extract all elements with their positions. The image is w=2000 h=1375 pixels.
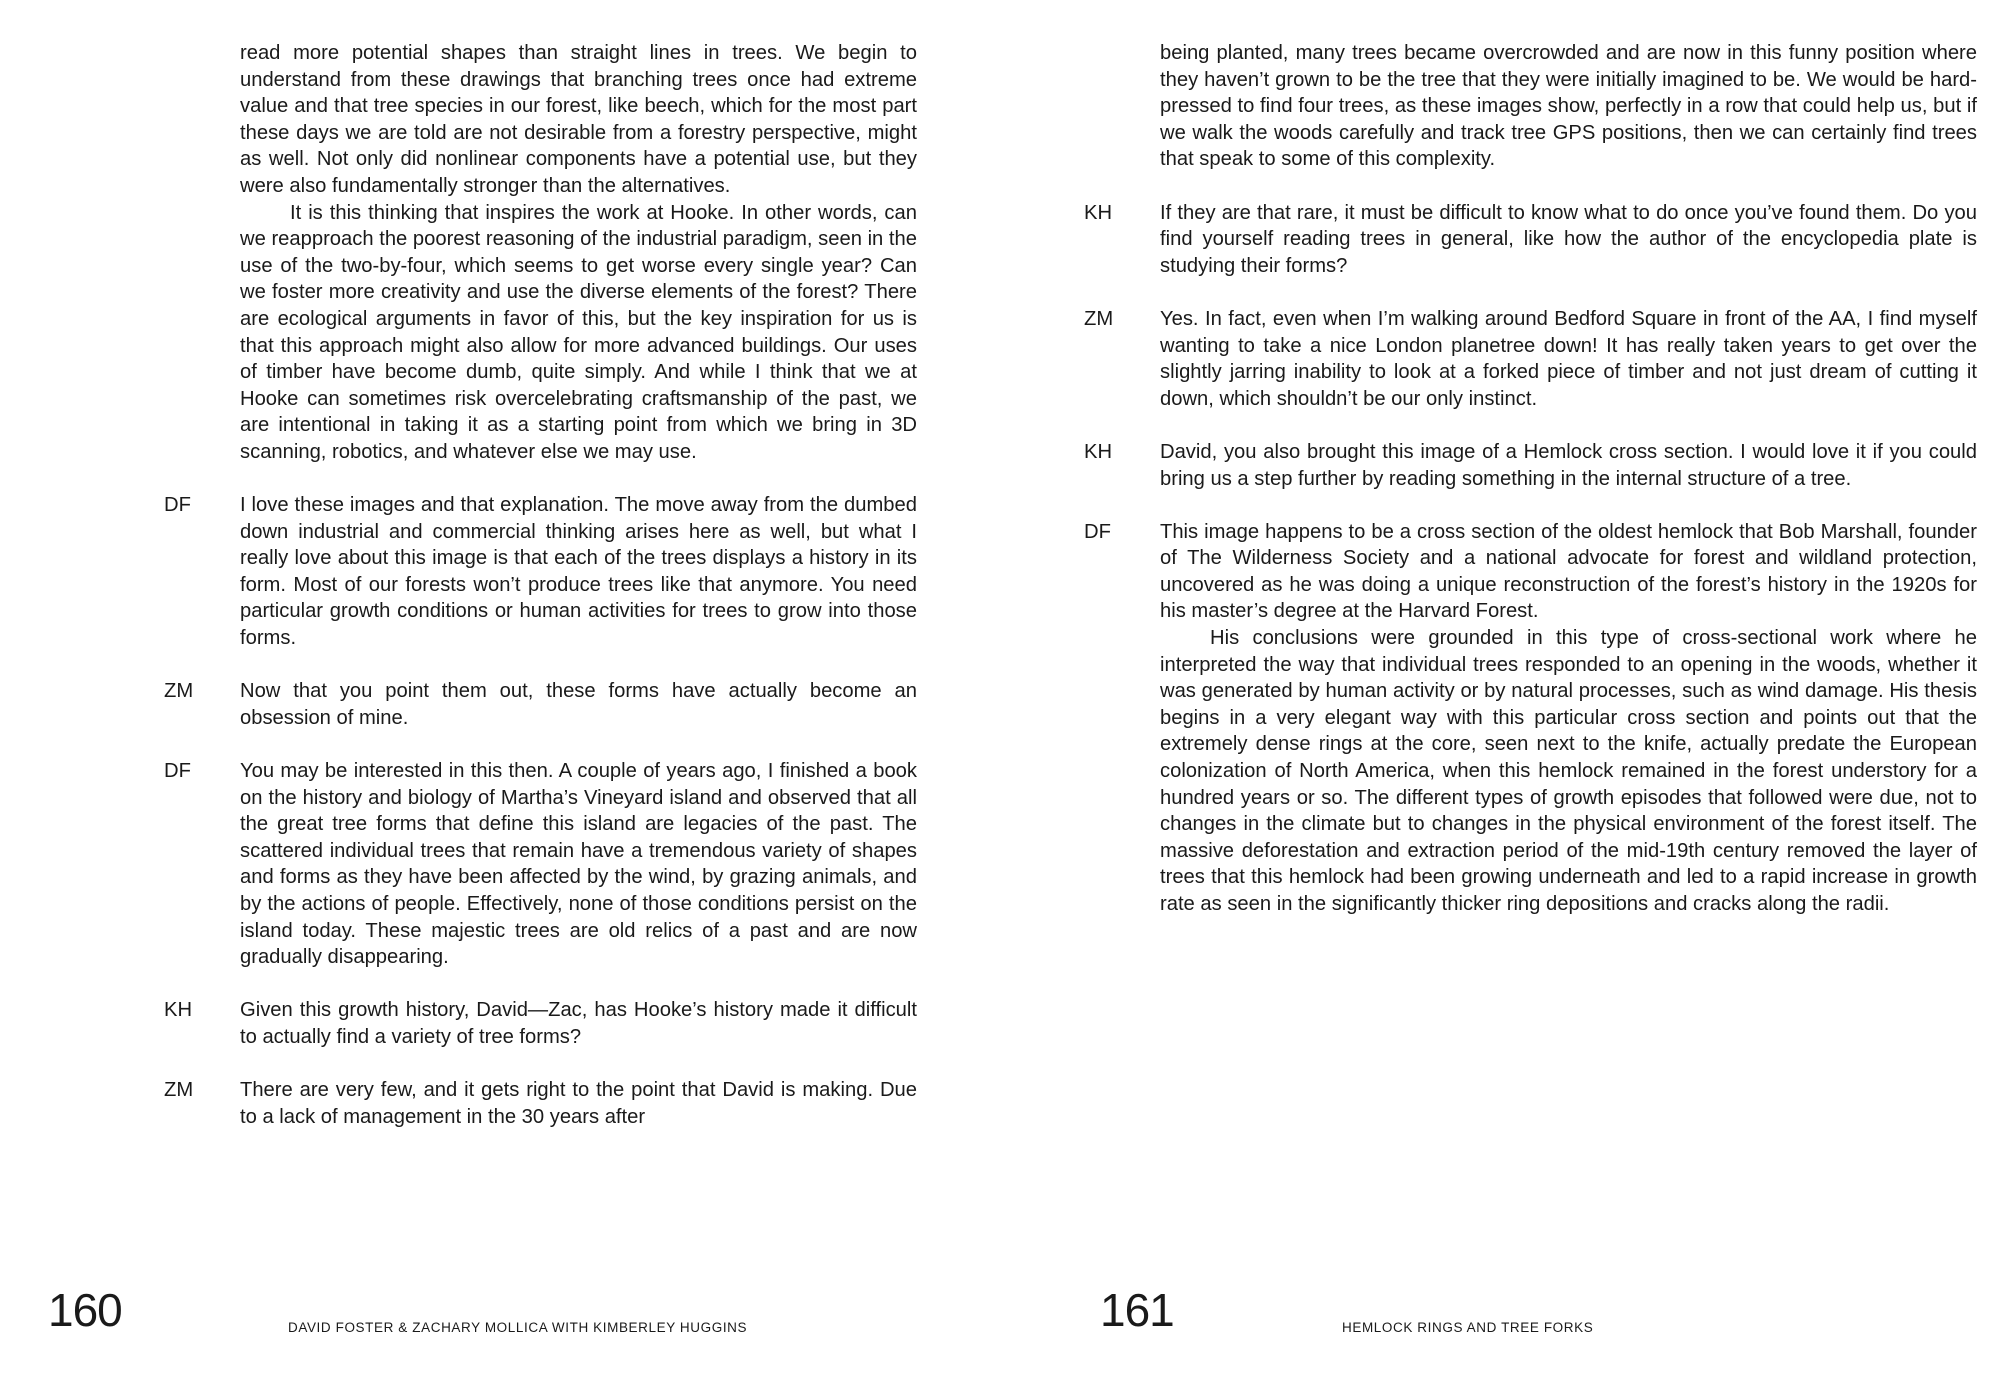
dialogue-block — [1080, 439, 1977, 492]
dialogue-block — [1080, 519, 1977, 918]
running-head: HEMLOCK RINGS AND TREE FORKS — [1342, 1320, 1594, 1335]
continuation-paragraph: being planted, many trees became overcrowded and are now in this funny position where they haven’t grown to be the tree that they were initially imagined to be. We would be hard-pressed to find four trees, as these images show, perfectly in a row that could help us, but if we walk the woods carefully and track tree GPS positions, then we can certainly find trees that speak to some of this complexity. — [1160, 42, 1977, 171]
dialogue-text: I love these images and that explanation. The move away from the dumbed down industrial and commercial thinking arises here as well, but what I really love about this image is that each of the trees displays a history in its form. Most of our forests won’t produce trees like that anymore. You need particular growth conditions or human activities for trees to grow into those forms. — [240, 494, 917, 650]
dialogue-text: David, you also brought this image of a Hemlock cross section. I would love it if you could bring us a step further by reading something in the internal structure of a tree. — [1160, 440, 1977, 490]
left-text-column — [160, 40, 917, 1157]
speaker-label: KH — [164, 999, 193, 1022]
speaker-label: ZM — [164, 1079, 194, 1102]
dialogue-block — [160, 1077, 917, 1130]
speaker-label: KH — [1084, 201, 1113, 224]
dialogue-text: You may be interested in this then. A couple of years ago, I finished a book on the history and biology of Martha’s Vineyard island and observed that all the great tree forms that define this island are legacies of the past. The scattered individual trees that remain have a tremendous variety of shapes and forms as they have been affected by the wind, by grazing animals, and by the actions of people. Effectively, none of those conditions persist on the island today. These majestic trees are old relics of a past and are now gradually disappearing. — [240, 760, 917, 969]
dialogue-block — [160, 492, 917, 652]
continuation-block — [160, 40, 917, 466]
dialogue-block — [1080, 200, 1977, 280]
speaker-label: KH — [1084, 440, 1113, 463]
running-head: DAVID FOSTER & ZACHARY MOLLICA WITH KIMBERLEY HUGGINS — [288, 1320, 748, 1335]
speaker-label: ZM — [164, 680, 194, 703]
dialogue-block — [160, 758, 917, 971]
right-page — [1000, 0, 2000, 1375]
continuation-paragraph: read more potential shapes than straight lines in trees. We begin to understand from these drawings that branching trees once had extreme value and that tree species in our forest, like beech, which for the most part these days we are told are not desirable from a forestry perspective, might as well. Not only did nonlinear components have a potential use, but they were also fundamentally stronger than the alternatives. — [240, 42, 917, 197]
dialogue-text: His conclusions were grounded in this type of cross-sectional work where he interpreted the way that individual trees responded to an opening in the woods, whether it was generated by human activity or by natural processes, such as wind damage. His thesis begins in a very elegant way with this particular cross section and points out that the extremely dense rings at the core, seen next to the knife, actually predate the European colonization of North America, when this hemlock remained in the forest understory for a hundred years or so. The different types of growth episodes that followed were due, not to changes in the climate but to changes in the physical environment of the forest itself. The massive deforestation and extraction period of the mid-19th century removed the layer of trees that this hemlock had been growing underneath and led to a rapid increase in growth rate as seen in the significantly thicker ring depositions and cracks along the radii. — [1160, 627, 1977, 915]
speaker-label: DF — [164, 494, 191, 517]
continuation-block — [1080, 40, 1977, 173]
speaker-label: ZM — [1084, 307, 1114, 330]
dialogue-block — [1080, 306, 1977, 412]
dialogue-text: Now that you point them out, these forms have actually become an obsession of mine. — [240, 680, 917, 729]
speaker-label: DF — [1084, 520, 1111, 543]
page-number: 161 — [1100, 1284, 1174, 1336]
page-number: 160 — [48, 1284, 122, 1336]
continuation-paragraph: It is this thinking that inspires the work at Hooke. In other words, can we reapproach the poorest reasoning of the industrial paradigm, seen in the use of the two-by-four, which seems to get worse every single year? Can we foster more creativity and use the diverse elements of the forest? There are ecological arguments in favor of this, but the key inspiration for us is that this approach might also allow for more advanced buildings. Our uses of timber have become dumb, quite simply. And while I think that we at Hooke can sometimes risk overcelebrating craftsmanship of the past, we are intentional in taking it as a starting point from which we bring in 3D scanning, robotics, and whatever else we may use. — [240, 201, 917, 463]
dialogue-text: This image happens to be a cross section of the oldest hemlock that Bob Marshall, founder of The Wilderness Society and a national advocate for forest and wildland protection, uncovered as he was doing a unique reconstruction of the forest’s history in the 1920s for his master’s degree at the Harvard Forest. — [1160, 520, 1977, 623]
right-text-column — [1080, 40, 1977, 944]
dialogue-block — [160, 997, 917, 1050]
dialogue-text: Yes. In fact, even when I’m walking around Bedford Square in front of the AA, I find myself wanting to take a nice London planetree down! It has really taken years to get over the slightly jarring inability to look at a forked piece of timber and not just dream of cutting it down, which shouldn’t be our only instinct. — [1160, 307, 1977, 410]
dialogue-text: If they are that rare, it must be difficult to know what to do once you’ve found them. Do you find yourself reading trees in general, like how the author of the encyclopedia plate is studying their forms? — [1160, 201, 1977, 277]
dialogue-text: Given this growth history, David—Zac, has Hooke’s history made it difficult to actually find a variety of tree forms? — [240, 999, 917, 1048]
dialogue-block — [160, 678, 917, 731]
dialogue-text: There are very few, and it gets right to the point that David is making. Due to a lack of management in the 30 years after — [240, 1079, 917, 1128]
speaker-label: DF — [164, 760, 191, 783]
